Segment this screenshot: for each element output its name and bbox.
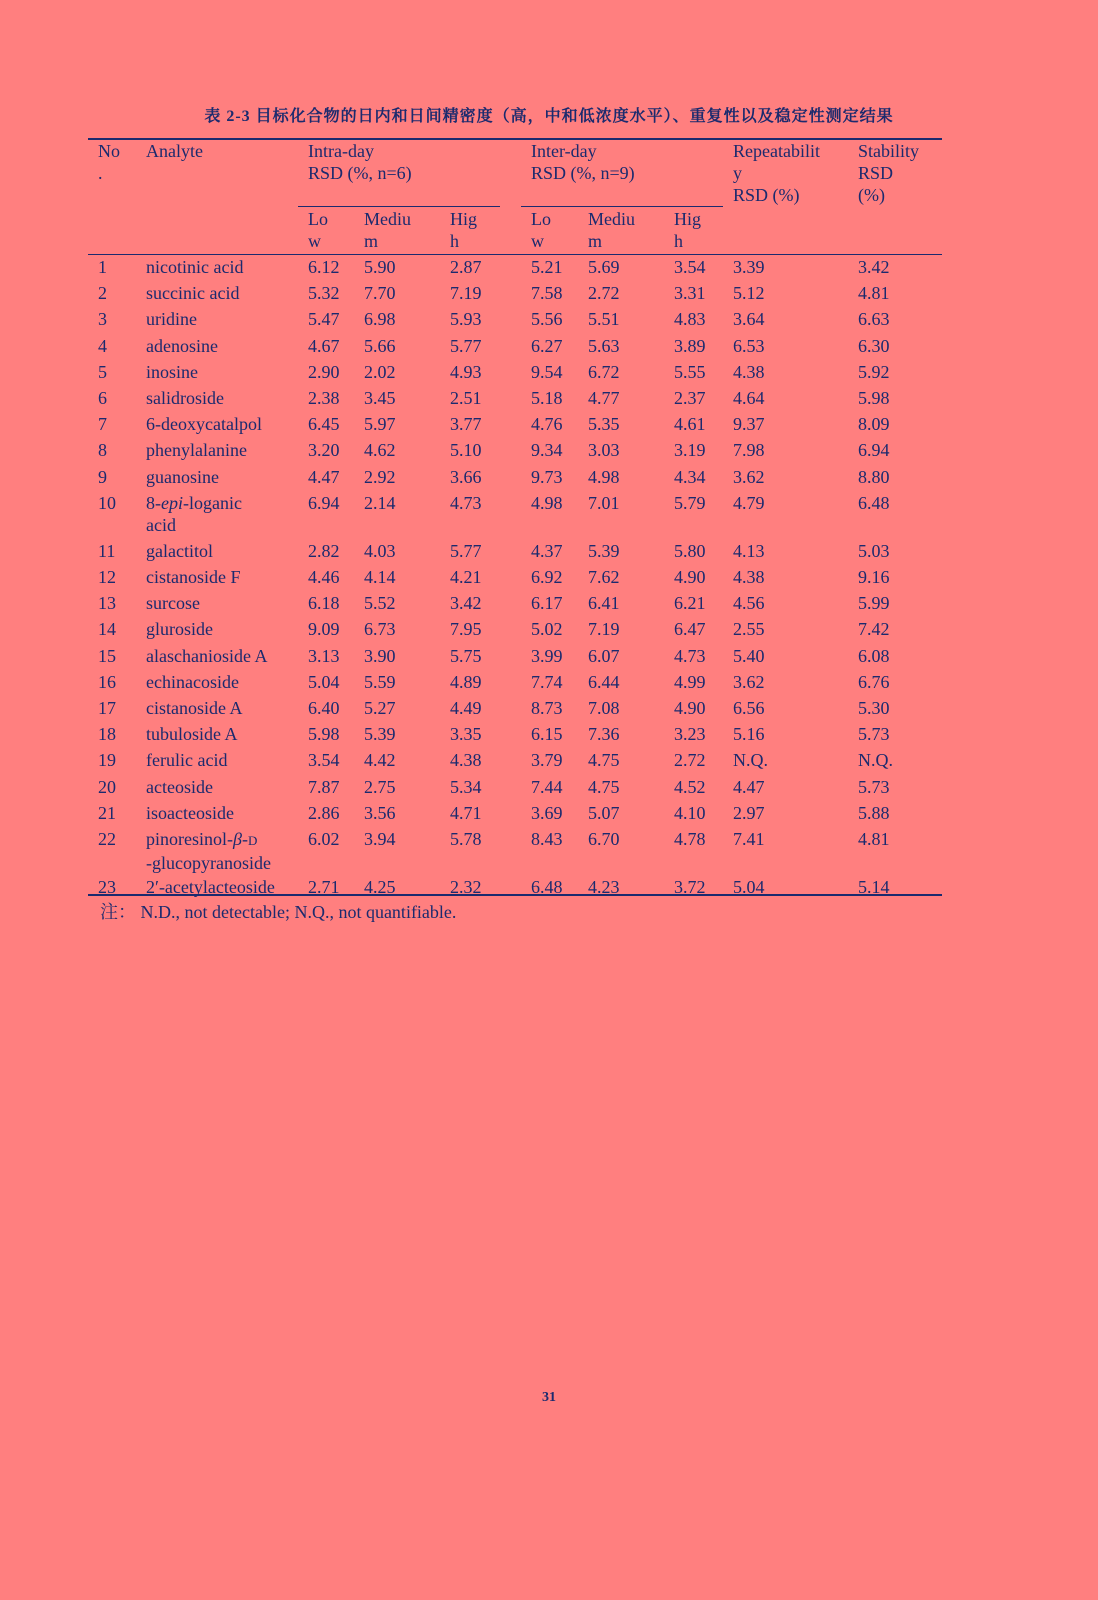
- header-inter-low: Lo w: [531, 209, 551, 251]
- table-row: [88, 723, 942, 749]
- intra-low-value: 4.47: [308, 466, 340, 487]
- intra-medium-value: 5.97: [364, 414, 396, 435]
- intra-medium-value: 5.52: [364, 593, 396, 614]
- stability-value: 6.94: [858, 440, 890, 461]
- row-analyte: cistanoside F: [146, 567, 241, 587]
- inter-low-value: 7.74: [531, 671, 563, 692]
- row-no: 20: [98, 776, 116, 797]
- inter-medium-value: 6.41: [588, 593, 620, 614]
- repeatability-value: 5.16: [733, 724, 765, 745]
- intra-high-value: 5.10: [450, 440, 482, 461]
- stability-value: 3.42: [858, 257, 890, 277]
- header-repeatability: Repeatabilit y RSD (%): [733, 141, 820, 205]
- intra-high-value: 5.93: [450, 309, 482, 330]
- header-inter-medium: Mediu m: [588, 209, 635, 251]
- inter-low-value: 4.37: [531, 540, 563, 561]
- inter-high-value: 2.72: [674, 750, 706, 771]
- table-row: [88, 256, 942, 282]
- repeatability-value: 4.13: [733, 540, 765, 561]
- inter-medium-value: 5.69: [588, 257, 620, 277]
- inter-low-value: 4.76: [531, 414, 563, 435]
- inter-high-value: 6.47: [674, 619, 706, 640]
- row-no: 18: [98, 724, 116, 745]
- row-no: 21: [98, 802, 116, 823]
- intra-low-value: 5.47: [308, 309, 340, 330]
- inter-low-value: 4.98: [531, 492, 563, 513]
- inter-high-value: 4.83: [674, 309, 706, 330]
- intra-high-value: 2.51: [450, 388, 482, 408]
- table-row: [88, 335, 942, 361]
- inter-low-value: 5.21: [531, 257, 563, 277]
- stability-value: 6.63: [858, 309, 890, 330]
- header-analyte: Analyte: [146, 141, 203, 161]
- inter-high-value: 4.99: [674, 671, 706, 692]
- table-row: [88, 413, 942, 439]
- intra-low-value: 4.67: [308, 335, 340, 356]
- intra-medium-value: 3.56: [364, 802, 396, 823]
- inter-high-value: 6.21: [674, 593, 706, 614]
- inter-high-value: 4.10: [674, 802, 706, 823]
- intra-high-value: 7.19: [450, 283, 482, 304]
- inter-medium-value: 4.75: [588, 776, 620, 797]
- stability-value: 9.16: [858, 567, 890, 587]
- intra-day-subrule: [298, 206, 500, 207]
- intra-medium-value: 3.45: [364, 388, 396, 408]
- inter-medium-value: 5.35: [588, 414, 620, 435]
- table-row: [88, 439, 942, 465]
- header-inter-day: Inter-day RSD (%, n=9): [531, 141, 635, 183]
- inter-low-value: 6.48: [531, 877, 563, 897]
- row-no: 9: [98, 466, 107, 487]
- intra-high-value: 3.77: [450, 414, 482, 435]
- inter-medium-value: 4.75: [588, 750, 620, 771]
- row-analyte: pinoresinol-β-D -glucopyranoside: [146, 829, 271, 873]
- row-analyte: salidroside: [146, 388, 224, 408]
- inter-low-value: 7.58: [531, 283, 563, 304]
- inter-medium-value: 6.72: [588, 361, 620, 382]
- inter-medium-value: 5.63: [588, 335, 620, 356]
- intra-high-value: 4.93: [450, 361, 482, 382]
- intra-high-value: 4.89: [450, 671, 482, 692]
- row-no: 11: [98, 540, 116, 561]
- repeatability-value: 3.64: [733, 309, 765, 330]
- inter-low-value: 6.92: [531, 567, 563, 587]
- inter-low-value: 9.73: [531, 466, 563, 487]
- inter-low-value: 6.15: [531, 724, 563, 745]
- intra-low-value: 9.09: [308, 619, 340, 640]
- row-no: 16: [98, 671, 116, 692]
- stability-value: 5.30: [858, 698, 890, 718]
- intra-high-value: 2.32: [450, 877, 482, 897]
- intra-medium-value: 2.02: [364, 361, 396, 382]
- inter-low-value: 9.54: [531, 361, 563, 382]
- intra-low-value: 2.82: [308, 540, 340, 561]
- intra-medium-value: 4.25: [364, 877, 396, 897]
- header-intra-day: Intra-day RSD (%, n=6): [308, 141, 412, 183]
- row-no: 8: [98, 440, 107, 461]
- intra-low-value: 6.18: [308, 593, 340, 614]
- stability-value: 5.98: [858, 388, 890, 408]
- inter-low-value: 3.99: [531, 645, 563, 666]
- row-analyte: succinic acid: [146, 283, 240, 304]
- inter-high-value: 3.72: [674, 877, 706, 897]
- inter-medium-value: 6.07: [588, 645, 620, 666]
- row-no: 2: [98, 283, 107, 304]
- inter-high-value: 3.31: [674, 283, 706, 304]
- inter-low-value: 6.27: [531, 335, 563, 356]
- inter-medium-value: 7.08: [588, 698, 620, 718]
- intra-medium-value: 2.92: [364, 466, 396, 487]
- repeatability-value: 5.04: [733, 877, 765, 897]
- stability-value: 7.42: [858, 619, 890, 640]
- table-row: [88, 540, 942, 566]
- intra-medium-value: 4.03: [364, 540, 396, 561]
- stability-value: 5.73: [858, 724, 890, 745]
- intra-low-value: 7.87: [308, 776, 340, 797]
- row-no: 1: [98, 257, 107, 277]
- stability-value: 6.48: [858, 492, 890, 513]
- inter-low-value: 6.17: [531, 593, 563, 614]
- stability-value: 5.14: [858, 877, 890, 897]
- inter-high-value: 3.54: [674, 257, 706, 277]
- inter-high-value: 4.90: [674, 567, 706, 587]
- intra-medium-value: 7.70: [364, 283, 396, 304]
- repeatability-value: 6.53: [733, 335, 765, 356]
- header-no: No .: [98, 141, 120, 183]
- header-rule: [88, 254, 942, 255]
- intra-medium-value: 5.66: [364, 335, 396, 356]
- intra-high-value: 5.78: [450, 829, 482, 849]
- intra-low-value: 5.32: [308, 283, 340, 304]
- intra-low-value: 3.54: [308, 750, 340, 771]
- inter-medium-value: 4.77: [588, 388, 620, 408]
- intra-low-value: 4.46: [308, 567, 340, 587]
- intra-high-value: 5.77: [450, 540, 482, 561]
- inter-high-value: 3.23: [674, 724, 706, 745]
- row-analyte: galactitol: [146, 540, 213, 561]
- stability-value: 5.99: [858, 593, 890, 614]
- intra-medium-value: 5.59: [364, 671, 396, 692]
- intra-medium-value: 3.94: [364, 829, 396, 849]
- row-no: 17: [98, 698, 116, 718]
- intra-medium-value: 6.98: [364, 309, 396, 330]
- table-row: [88, 566, 942, 592]
- header-intra-high: Hig h: [450, 209, 477, 251]
- inter-medium-value: 4.23: [588, 877, 620, 897]
- repeatability-value: 4.38: [733, 361, 765, 382]
- table-row: [88, 671, 942, 697]
- inter-medium-value: 6.44: [588, 671, 620, 692]
- table-caption: 表 2-3 目标化合物的日内和日间精密度（高，中和低浓度水平）、重复性以及稳定性测定结果: [204, 108, 894, 125]
- table-row: [88, 308, 942, 334]
- inter-high-value: 4.61: [674, 414, 706, 435]
- row-analyte: phenylalanine: [146, 440, 247, 461]
- row-analyte: tubuloside A: [146, 724, 238, 745]
- inter-medium-value: 4.98: [588, 466, 620, 487]
- table-row: [88, 466, 942, 492]
- row-no: 14: [98, 619, 116, 640]
- header-intra-low: Lo w: [308, 209, 328, 251]
- inter-low-value: 9.34: [531, 440, 563, 461]
- inter-medium-value: 5.51: [588, 309, 620, 330]
- intra-low-value: 5.04: [308, 671, 340, 692]
- stability-value: N.Q.: [858, 750, 893, 771]
- intra-low-value: 6.12: [308, 257, 340, 277]
- table-row: [88, 282, 942, 308]
- row-analyte: alaschanioside A: [146, 645, 268, 666]
- stability-value: 4.81: [858, 283, 890, 304]
- row-no: 3: [98, 309, 107, 330]
- inter-day-subrule: [521, 206, 723, 207]
- table-row: [88, 776, 942, 802]
- row-no: 5: [98, 361, 107, 382]
- intra-high-value: 3.66: [450, 466, 482, 487]
- row-analyte: ferulic acid: [146, 750, 228, 771]
- row-analyte: acteoside: [146, 776, 213, 797]
- intra-low-value: 6.94: [308, 492, 340, 513]
- inter-medium-value: 3.03: [588, 440, 620, 461]
- stability-value: 5.73: [858, 776, 890, 797]
- inter-high-value: 3.89: [674, 335, 706, 356]
- table-row: [88, 802, 942, 828]
- inter-high-value: 4.73: [674, 645, 706, 666]
- repeatability-value: 2.55: [733, 619, 765, 640]
- intra-medium-value: 5.39: [364, 724, 396, 745]
- stability-value: 5.03: [858, 540, 890, 561]
- row-no: 4: [98, 335, 107, 356]
- repeatability-value: 4.64: [733, 388, 765, 408]
- inter-high-value: 4.52: [674, 776, 706, 797]
- inter-low-value: 8.43: [531, 829, 563, 849]
- intra-high-value: 5.34: [450, 776, 482, 797]
- intra-high-value: 4.21: [450, 567, 482, 587]
- inter-low-value: 5.02: [531, 619, 563, 640]
- intra-medium-value: 4.42: [364, 750, 396, 771]
- repeatability-value: 4.79: [733, 492, 765, 513]
- inter-high-value: 4.34: [674, 466, 706, 487]
- row-no: 22: [98, 829, 116, 849]
- row-no: 13: [98, 593, 116, 614]
- repeatability-value: 7.98: [733, 440, 765, 461]
- table-row: [88, 387, 942, 413]
- row-analyte: isoacteoside: [146, 802, 234, 823]
- bottom-rule: [88, 894, 942, 896]
- repeatability-value: 3.39: [733, 257, 765, 277]
- inter-high-value: 2.37: [674, 388, 706, 408]
- header-inter-high: Hig h: [674, 209, 701, 251]
- repeatability-value: 3.62: [733, 466, 765, 487]
- inter-high-value: 5.79: [674, 492, 706, 513]
- row-no: 6: [98, 388, 107, 408]
- row-no: 12: [98, 567, 116, 587]
- inter-high-value: 3.19: [674, 440, 706, 461]
- inter-low-value: 5.18: [531, 388, 563, 408]
- page-number: 31: [542, 1390, 556, 1405]
- row-analyte: nicotinic acid: [146, 257, 244, 277]
- repeatability-value: 9.37: [733, 414, 765, 435]
- intra-medium-value: 6.73: [364, 619, 396, 640]
- intra-high-value: 2.87: [450, 257, 482, 277]
- intra-low-value: 2.90: [308, 361, 340, 382]
- row-no: 7: [98, 414, 107, 435]
- inter-medium-value: 7.62: [588, 567, 620, 587]
- inter-low-value: 8.73: [531, 698, 563, 718]
- repeatability-value: N.Q.: [733, 750, 768, 771]
- table-row: [88, 492, 942, 535]
- repeatability-value: 5.12: [733, 283, 765, 304]
- stability-value: 6.08: [858, 645, 890, 666]
- intra-low-value: 6.40: [308, 698, 340, 718]
- repeatability-value: 6.56: [733, 698, 765, 718]
- intra-low-value: 3.13: [308, 645, 340, 666]
- inter-medium-value: 6.70: [588, 829, 620, 849]
- intra-high-value: 4.71: [450, 802, 482, 823]
- row-analyte: 8-epi-loganic acid: [146, 492, 242, 535]
- inter-medium-value: 7.01: [588, 492, 620, 513]
- stability-value: 6.76: [858, 671, 890, 692]
- stability-value: 8.09: [858, 414, 890, 435]
- row-analyte: gluroside: [146, 619, 213, 640]
- row-analyte: surcose: [146, 593, 200, 614]
- stability-value: 5.88: [858, 802, 890, 823]
- intra-low-value: 2.71: [308, 877, 340, 897]
- row-analyte: inosine: [146, 361, 198, 382]
- repeatability-value: 7.41: [733, 829, 765, 849]
- row-analyte: uridine: [146, 309, 197, 330]
- intra-high-value: 7.95: [450, 619, 482, 640]
- inter-high-value: 4.90: [674, 698, 706, 718]
- intra-low-value: 5.98: [308, 724, 340, 745]
- stability-value: 5.92: [858, 361, 890, 382]
- intra-low-value: 2.86: [308, 802, 340, 823]
- table-row: [88, 361, 942, 387]
- intra-medium-value: 2.75: [364, 776, 396, 797]
- table-note: 注： N.D., not detectable; N.Q., not quantifiable.: [100, 902, 457, 922]
- inter-high-value: 5.55: [674, 361, 706, 382]
- row-no: 23: [98, 877, 116, 897]
- table-row: [88, 749, 942, 775]
- inter-high-value: 5.80: [674, 540, 706, 561]
- row-analyte: cistanoside A: [146, 698, 243, 718]
- header-stability: Stability RSD (%): [858, 141, 920, 205]
- inter-low-value: 7.44: [531, 776, 563, 797]
- table-row: [88, 645, 942, 671]
- repeatability-value: 3.62: [733, 671, 765, 692]
- intra-low-value: 2.38: [308, 388, 340, 408]
- intra-medium-value: 3.90: [364, 645, 396, 666]
- inter-medium-value: 5.39: [588, 540, 620, 561]
- row-analyte: echinacoside: [146, 671, 239, 692]
- inter-low-value: 3.79: [531, 750, 563, 771]
- header-intra-medium: Mediu m: [364, 209, 411, 251]
- repeatability-value: 4.47: [733, 776, 765, 797]
- stability-value: 8.80: [858, 466, 890, 487]
- intra-high-value: 5.77: [450, 335, 482, 356]
- inter-low-value: 5.56: [531, 309, 563, 330]
- intra-low-value: 3.20: [308, 440, 340, 461]
- repeatability-value: 4.38: [733, 567, 765, 587]
- intra-medium-value: 2.14: [364, 492, 396, 513]
- intra-low-value: 6.02: [308, 829, 340, 849]
- table-row: [88, 828, 942, 873]
- intra-low-value: 6.45: [308, 414, 340, 435]
- intra-medium-value: 5.27: [364, 698, 396, 718]
- intra-high-value: 4.38: [450, 750, 482, 771]
- intra-high-value: 3.35: [450, 724, 482, 745]
- intra-medium-value: 4.14: [364, 567, 396, 587]
- row-analyte: guanosine: [146, 466, 219, 487]
- inter-high-value: 4.78: [674, 829, 706, 849]
- inter-medium-value: 5.07: [588, 802, 620, 823]
- row-no: 10: [98, 492, 116, 513]
- inter-medium-value: 2.72: [588, 283, 620, 304]
- row-no: 15: [98, 645, 116, 666]
- row-analyte: 6-deoxycatalpol: [146, 414, 262, 435]
- inter-medium-value: 7.36: [588, 724, 620, 745]
- row-analyte: 2′-acetylacteoside: [146, 877, 275, 897]
- row-no: 19: [98, 750, 116, 771]
- repeatability-value: 2.97: [733, 802, 765, 823]
- table-row: [88, 592, 942, 618]
- repeatability-value: 5.40: [733, 645, 765, 666]
- intra-high-value: 3.42: [450, 593, 482, 614]
- repeatability-value: 4.56: [733, 593, 765, 614]
- stability-value: 6.30: [858, 335, 890, 356]
- inter-medium-value: 7.19: [588, 619, 620, 640]
- inter-low-value: 3.69: [531, 802, 563, 823]
- table-row: [88, 697, 942, 723]
- row-analyte: adenosine: [146, 335, 218, 356]
- table-row: [88, 618, 942, 644]
- intra-medium-value: 4.62: [364, 440, 396, 461]
- stability-value: 4.81: [858, 829, 890, 849]
- intra-medium-value: 5.90: [364, 257, 396, 277]
- intra-high-value: 4.73: [450, 492, 482, 513]
- intra-high-value: 4.49: [450, 698, 482, 718]
- intra-high-value: 5.75: [450, 645, 482, 666]
